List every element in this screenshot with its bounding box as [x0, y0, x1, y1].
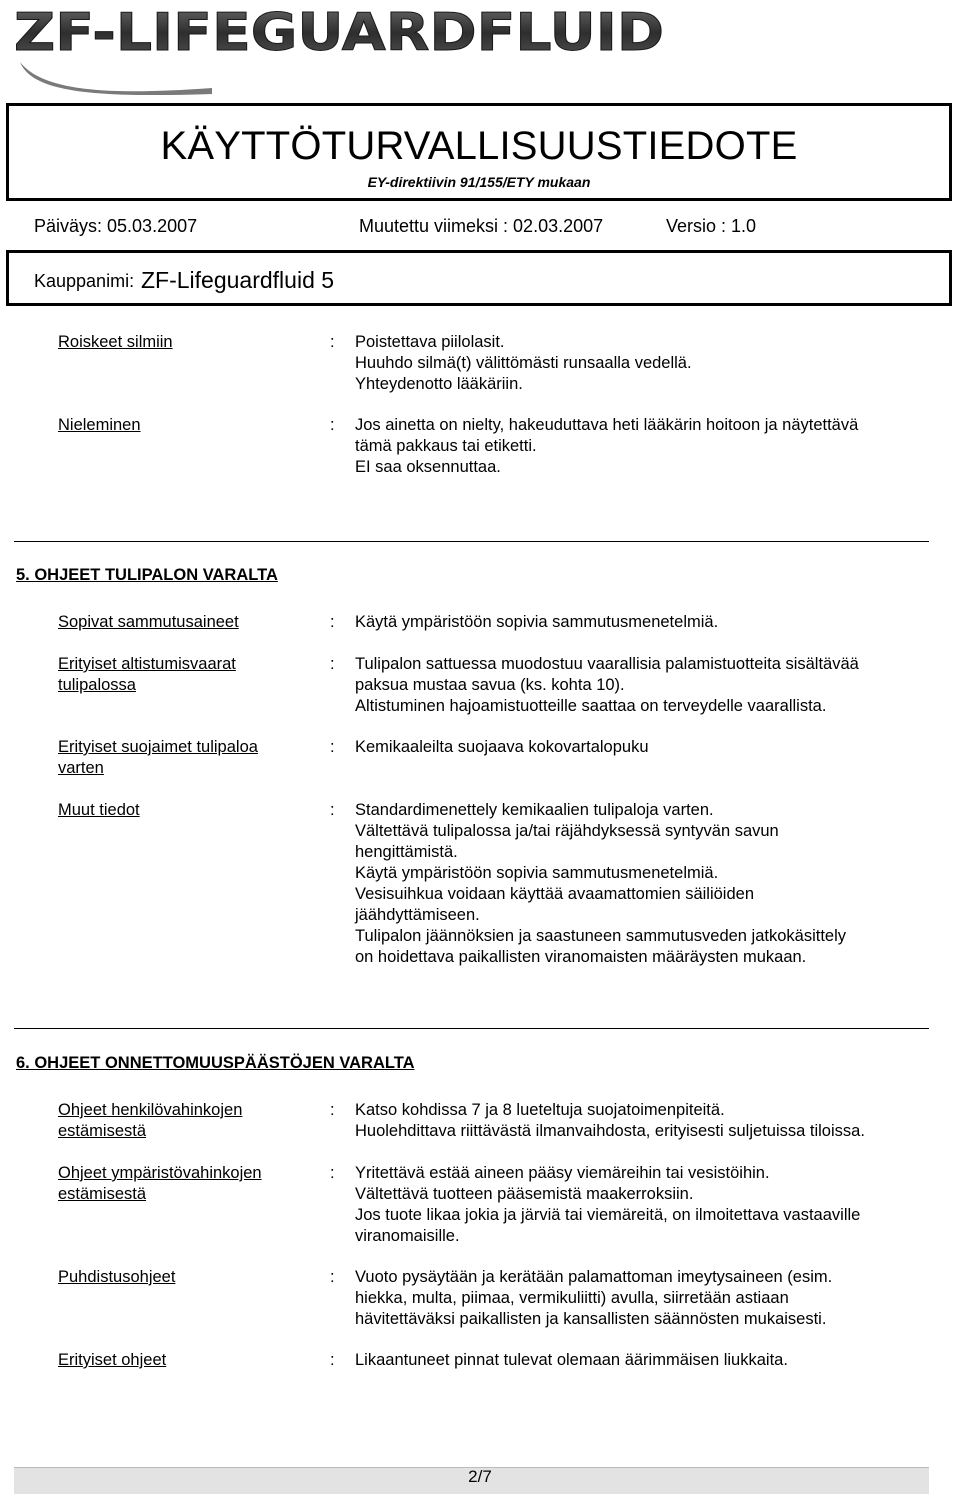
value-line: Yritettävä estää aineen pääsy viemäreihin tai vesistöihin. [355, 1164, 770, 1182]
row-separator: : [330, 655, 335, 673]
row-separator: : [330, 1101, 335, 1119]
trade-name-box [6, 250, 952, 306]
trade-name-value: ZF-Lifeguardfluid 5 [141, 267, 335, 293]
row-separator: : [330, 801, 335, 819]
row-separator: : [330, 1351, 335, 1369]
row-value [355, 415, 935, 478]
value-line: Käytä ympäristöön sopivia sammutusmenetelmiä. [355, 613, 719, 631]
row-separator: : [330, 1268, 335, 1286]
row-label: Ohjeet ympäristövahinkojen estämisestä [58, 1164, 262, 1203]
row-separator: : [330, 1164, 335, 1182]
value-line: Vuoto pysäytään ja kerätään palamattoman imeytysaineen (esim. [355, 1268, 833, 1286]
row-value [355, 1163, 935, 1247]
row-value [355, 332, 935, 395]
value-line: hengittämistä. [355, 843, 458, 861]
value-line: Huolehdittava riittävästä ilmanvaihdosta, erityisesti suljetuissa tiloissa. [355, 1122, 865, 1140]
document-subtitle: EY-direktiivin 91/155/ETY mukaan [367, 174, 591, 190]
value-line: Tulipalon jäännöksien ja saastuneen sammutusveden jatkokäsittely [355, 927, 847, 945]
section-6-heading: 6. OHJEET ONNETTOMUUSPÄÄSTÖJEN VARALTA [16, 1054, 415, 1072]
row-value [355, 654, 935, 717]
row-value [355, 800, 935, 968]
value-line: Vältettävä tulipalossa ja/tai räjähdyksessä syntyvän savun [355, 822, 779, 840]
row-value [355, 1267, 935, 1330]
row-value [355, 612, 935, 633]
trade-name-label: Kauppanimi: [34, 271, 135, 291]
value-line: viranomaisille. [355, 1227, 460, 1245]
logo-text: ZF-LIFEGUARDFLUID [14, 3, 664, 63]
row-label: Nieleminen [58, 416, 141, 434]
modified-field: Muutettu viimeksi : 02.03.2007 [359, 216, 604, 236]
row-label: Erityiset ohjeet [58, 1351, 167, 1369]
value-line: Tulipalon sattuessa muodostuu vaarallisia palamistuotteita sisältävää [355, 655, 859, 673]
row-separator: : [330, 738, 335, 756]
value-line: jäähdyttämiseen. [355, 906, 480, 924]
value-line: hävitettäväksi paikallisten ja kansallisten säännösten mukaisesti. [355, 1310, 827, 1328]
row-value [355, 737, 935, 758]
row-label: Sopivat sammutusaineet [58, 613, 239, 631]
row-label: Erityiset suojaimet tulipaloa varten [58, 738, 258, 777]
row-label: Roiskeet silmiin [58, 333, 173, 351]
logo-wordmark [12, 0, 672, 95]
value-line: Jos ainetta on nielty, hakeuduttava heti lääkärin hoitoon ja näytettävä [355, 416, 859, 434]
row-separator: : [330, 613, 335, 631]
value-line: paksua mustaa savua (ks. kohta 10). [355, 676, 625, 694]
value-line: Likaantuneet pinnat tulevat olemaan äärimmäisen liukkaita. [355, 1351, 788, 1369]
value-line: Huuhdo silmä(t) välittömästi runsaalla vedellä. [355, 354, 692, 372]
value-line: on hoidettava paikallisten viranomaisten määräysten mukaan. [355, 948, 807, 966]
row-label: Erityiset altistumisvaarat tulipalossa [58, 655, 236, 694]
page-number: 2/7 [468, 1467, 492, 1486]
value-line: Altistuminen hajoamistuotteille saattaa on terveydelle vaarallista. [355, 697, 827, 715]
section-divider [14, 541, 929, 542]
date-field: Päiväys: 05.03.2007 [34, 216, 198, 236]
document-header [6, 103, 952, 201]
row-label: Ohjeet henkilövahinkojen estämisestä [58, 1101, 243, 1140]
value-line: EI saa oksennuttaa. [355, 458, 501, 476]
section-divider [14, 1028, 929, 1029]
value-line: Katso kohdissa 7 ja 8 lueteltuja suojatoimenpiteitä. [355, 1101, 725, 1119]
brand-logo [12, 0, 672, 95]
value-line: Jos tuote likaa jokia ja järviä tai viemäreitä, on ilmoitettava vastaaville [355, 1206, 861, 1224]
version-field: Versio : 1.0 [666, 216, 757, 236]
value-line: hiekka, multa, piimaa, vermikuliitti) avulla, siirretään astiaan [355, 1289, 789, 1307]
section-5-heading: 5. OHJEET TULIPALON VARALTA [16, 566, 278, 584]
row-label: Puhdistusohjeet [58, 1268, 176, 1286]
value-line: Käytä ympäristöön sopivia sammutusmenetelmiä. [355, 864, 719, 882]
row-value [355, 1350, 935, 1371]
value-line: tämä pakkaus tai etiketti. [355, 437, 537, 455]
value-line: Kemikaaleilta suojaava kokovartalopuku [355, 738, 649, 756]
row-separator: : [330, 416, 335, 434]
document-title: KÄYTTÖTURVALLISUUSTIEDOTE [160, 124, 798, 168]
value-line: Vesisuihkua voidaan käyttää avaamattomien säiliöiden [355, 885, 754, 903]
value-line: Standardimenettely kemikaalien tulipaloja varten. [355, 801, 714, 819]
value-line: Vältettävä tuotteen pääsemistä maakerroksiin. [355, 1185, 694, 1203]
value-line: Poistettava piilolasit. [355, 333, 505, 351]
row-label: Muut tiedot [58, 801, 140, 819]
value-line: Yhteydenotto lääkäriin. [355, 375, 523, 393]
row-separator: : [330, 333, 335, 351]
row-value [355, 1100, 935, 1142]
